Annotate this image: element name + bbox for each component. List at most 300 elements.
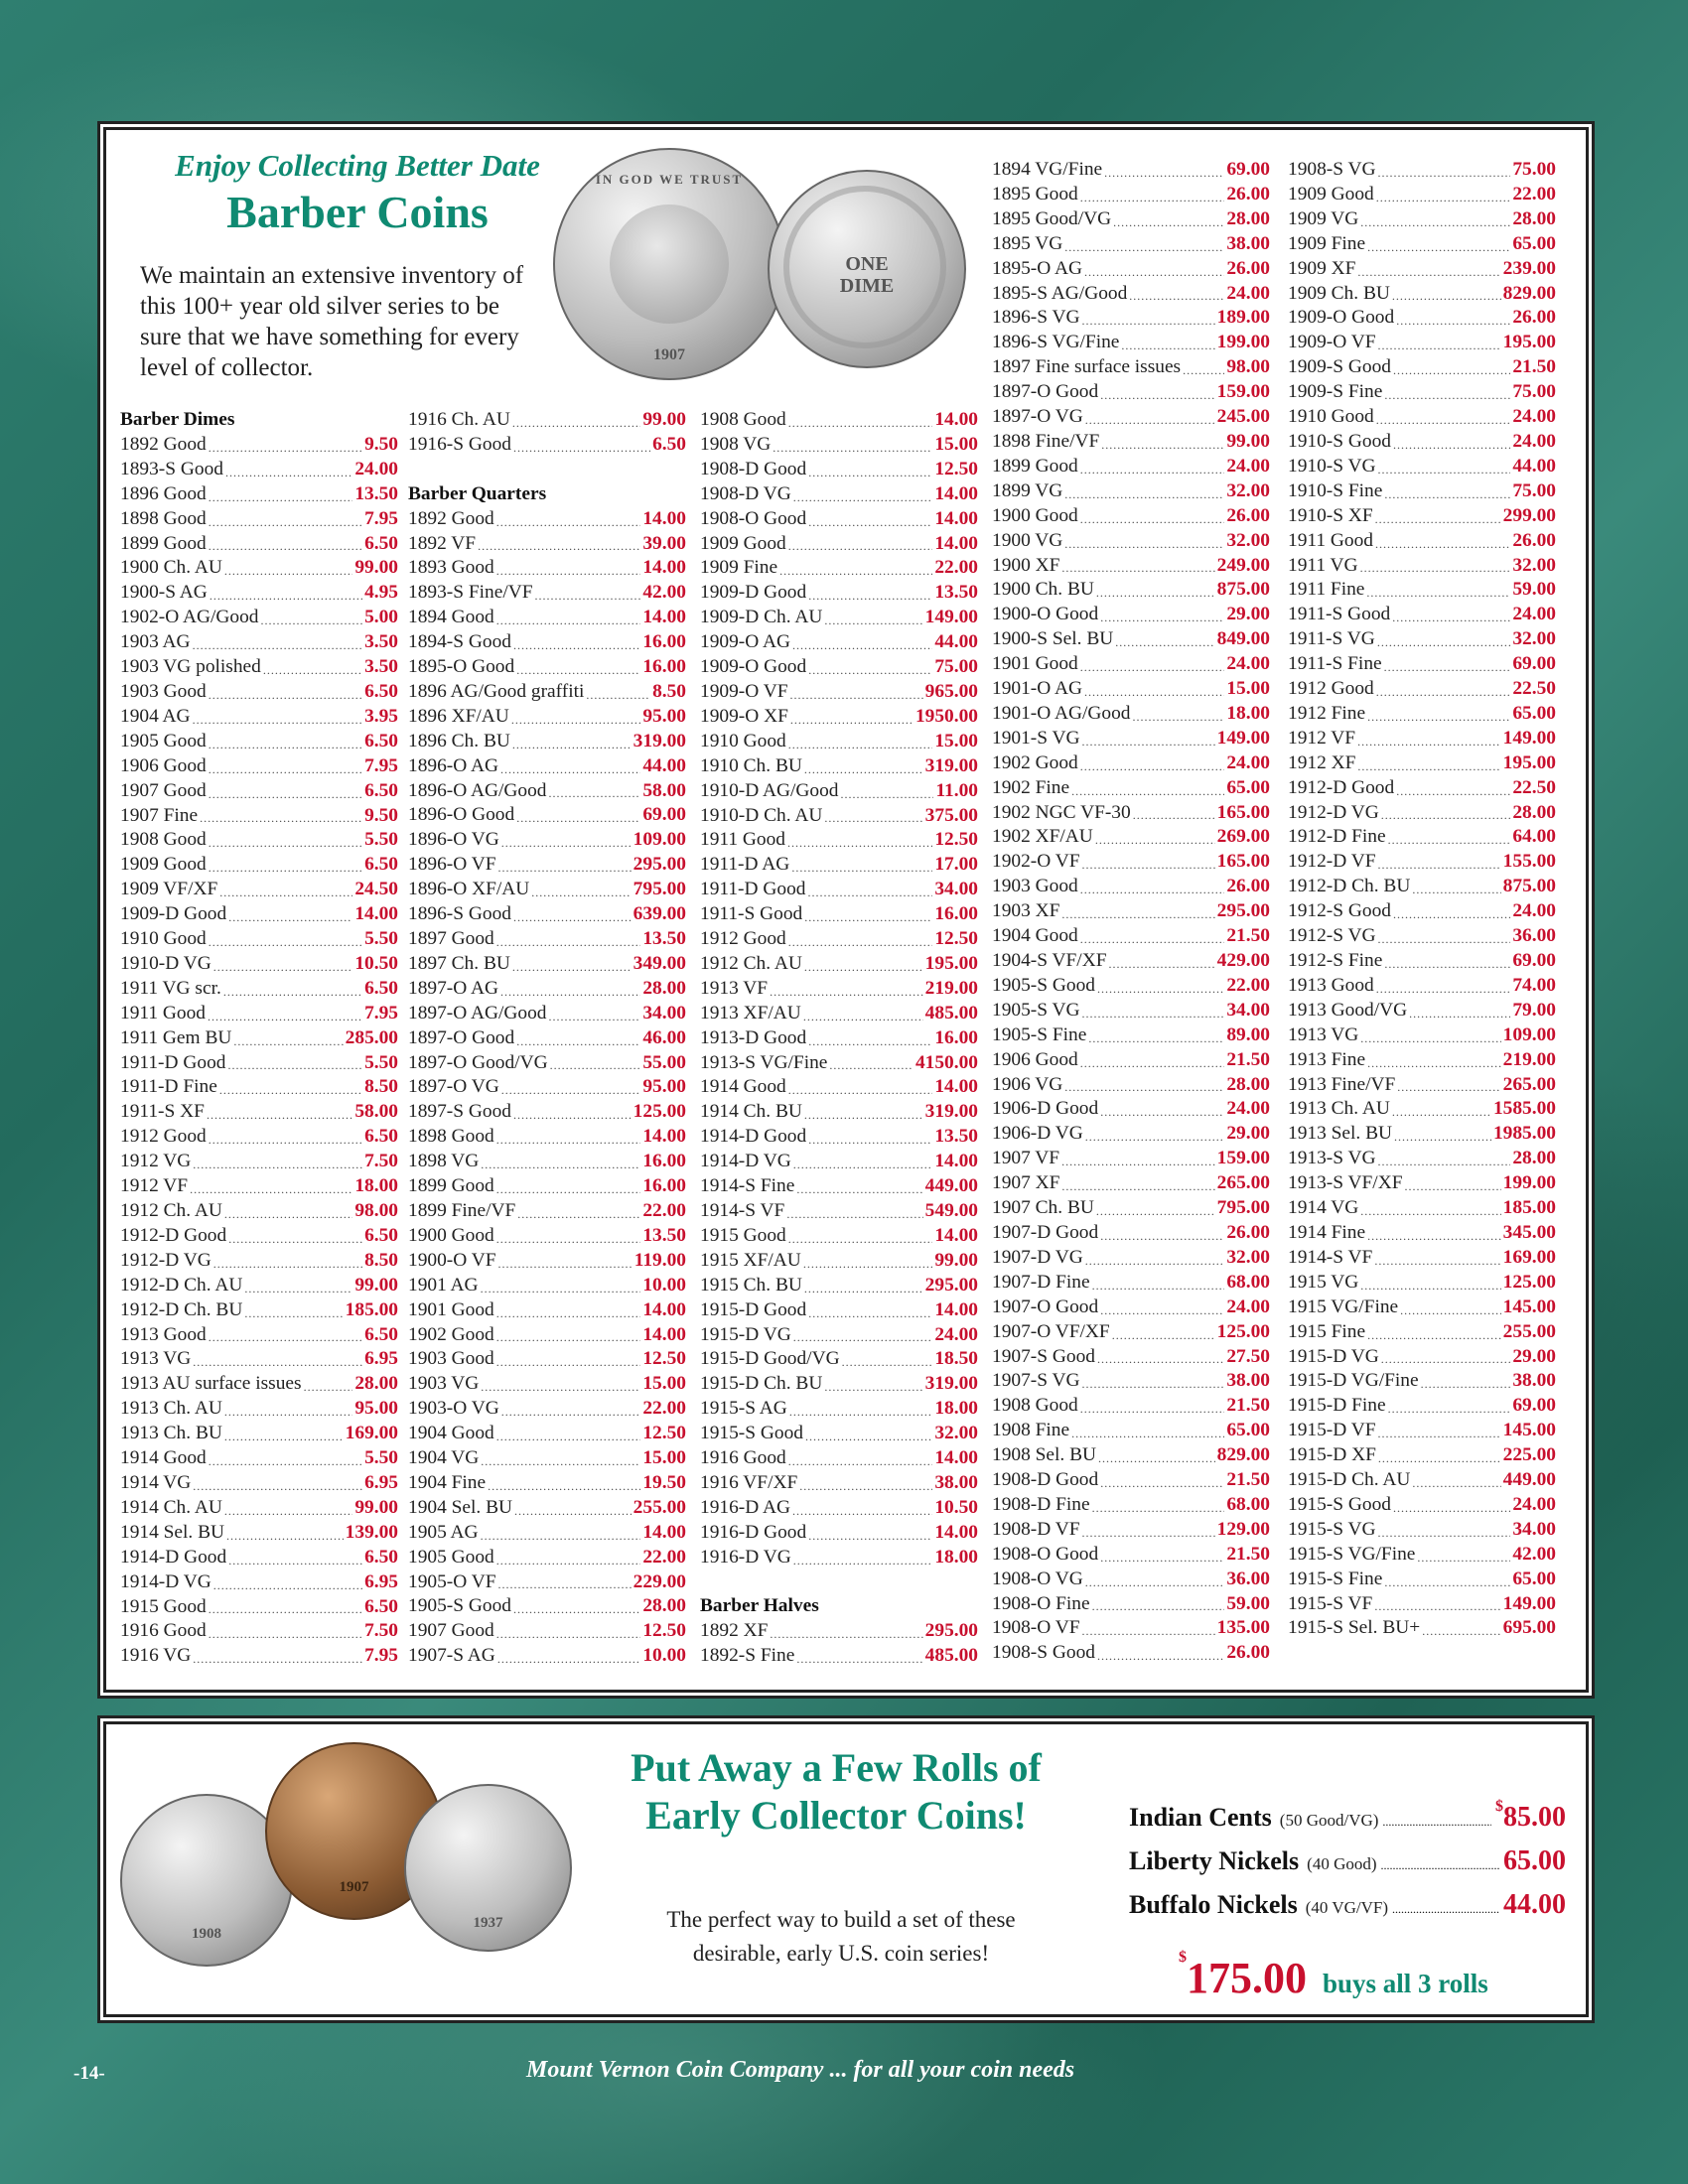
price-list-item xyxy=(992,1394,1270,1419)
coin-description: 1900-S Sel. BU xyxy=(992,628,1114,650)
coin-price: 98.00 xyxy=(1226,356,1270,378)
coin-price: 249.00 xyxy=(1216,554,1270,576)
leader-dots xyxy=(224,1501,352,1521)
price-list-item xyxy=(1288,677,1556,702)
coin-price: 145.00 xyxy=(1502,1420,1556,1441)
leader-dots xyxy=(1082,1621,1215,1641)
leader-dots xyxy=(1374,1251,1500,1271)
coin-price: 349.00 xyxy=(633,952,686,974)
price-list-item xyxy=(992,1641,1270,1666)
coin-description: 1914 Good xyxy=(700,1076,786,1098)
coin-price: 26.00 xyxy=(1226,257,1270,279)
coin-description: 1898 Fine/VF xyxy=(992,430,1100,452)
leader-dots xyxy=(1376,410,1511,430)
price-list-item xyxy=(1288,1147,1556,1171)
price-list-item xyxy=(992,801,1270,826)
coin-price: 295.00 xyxy=(1216,900,1270,922)
leader-dots xyxy=(1392,608,1510,627)
price-list-item xyxy=(120,1323,398,1348)
coin-description: 1905-O VF xyxy=(408,1570,496,1592)
leader-dots xyxy=(807,883,932,902)
coin-description: 1910 Ch. BU xyxy=(700,754,802,776)
price-list-item xyxy=(408,927,686,952)
leader-dots xyxy=(1378,1152,1511,1171)
price-list-item xyxy=(992,949,1270,974)
price-list-item xyxy=(700,1446,978,1471)
section-heading: Barber Halves xyxy=(700,1595,819,1617)
price-list-item xyxy=(408,952,686,977)
leader-dots xyxy=(478,536,640,556)
price-list-item xyxy=(700,1075,978,1100)
price-list-item xyxy=(120,1521,398,1546)
coin-price: 14.00 xyxy=(642,1521,686,1543)
price-list-item xyxy=(700,1347,978,1372)
coin-price: 29.00 xyxy=(1226,1123,1270,1145)
coin-price: 32.00 xyxy=(1226,479,1270,501)
price-list-item xyxy=(1288,578,1556,603)
coin-price: 32.00 xyxy=(1226,1246,1270,1268)
coin-description: 1907-O VF/XF xyxy=(992,1320,1110,1342)
price-list-item xyxy=(700,482,978,507)
coin-description: 1909-O Good xyxy=(1288,307,1395,329)
coin-price: 189.00 xyxy=(1216,307,1270,329)
coin-description: 1910-D Ch. AU xyxy=(700,804,823,826)
leader-dots xyxy=(1367,707,1510,727)
coin-description: 1894 VG/Fine xyxy=(992,159,1103,180)
leader-dots xyxy=(791,858,932,878)
price-list-item xyxy=(700,1546,978,1570)
leader-dots xyxy=(1384,385,1510,405)
coin-price: 22.50 xyxy=(1512,678,1556,700)
leader-dots xyxy=(1392,1102,1491,1122)
price-list-item xyxy=(992,1443,1270,1468)
leader-dots xyxy=(512,413,640,433)
coin-description: 1897-O Good xyxy=(408,1026,515,1048)
price-list-item xyxy=(1288,1048,1556,1073)
coin-price: 24.00 xyxy=(1226,282,1270,304)
leader-dots xyxy=(1421,1374,1511,1394)
price-list-item xyxy=(120,1075,398,1100)
coin-description: 1902 Good xyxy=(408,1323,494,1345)
leader-dots xyxy=(1064,534,1224,554)
coin-price: 485.00 xyxy=(924,1645,978,1667)
price-list-item xyxy=(700,1521,978,1546)
coin-description: 1914 Good xyxy=(120,1447,207,1469)
coin-description: 1915 VG xyxy=(1288,1271,1359,1293)
coin-price: 24.00 xyxy=(934,1323,978,1345)
coin-price: 38.00 xyxy=(1226,1370,1270,1392)
leader-dots xyxy=(210,586,362,606)
coin-description: 1909-O VF xyxy=(700,680,788,702)
coin-price: 5.50 xyxy=(364,1447,398,1469)
coin-price: 345.00 xyxy=(1502,1221,1556,1243)
price-list-item xyxy=(120,1100,398,1125)
price-column-2 xyxy=(408,408,686,1669)
leader-dots xyxy=(1393,1498,1510,1518)
leader-dots xyxy=(501,833,632,853)
leader-dots xyxy=(1378,1424,1501,1443)
indian-cent-image: 1907 xyxy=(265,1742,443,1920)
coin-description: 1908 Good xyxy=(700,409,786,430)
coin-price: 225.00 xyxy=(1502,1444,1556,1466)
coin-price: 265.00 xyxy=(1502,1073,1556,1095)
coin-price: 3.50 xyxy=(364,656,398,678)
leader-dots xyxy=(226,1526,344,1546)
coin-description: 1913-S VG xyxy=(1288,1148,1376,1169)
coin-description: 1911 Good xyxy=(1288,529,1373,551)
coin-price: 14.00 xyxy=(354,903,398,925)
coin-description: 1916 Good xyxy=(120,1620,207,1642)
leader-dots xyxy=(1376,979,1511,999)
leader-dots xyxy=(1367,1053,1501,1073)
price-list-item xyxy=(992,1568,1270,1592)
coin-description: 1908 Good xyxy=(992,1395,1078,1417)
roll-item-buffalo-nickels: Buffalo Nickels (40 VG/VF) ..... 44.00 xyxy=(1129,1889,1566,1933)
coin-description: 1902-O VF xyxy=(992,851,1080,873)
leader-dots xyxy=(1412,1473,1500,1493)
coin-price: 13.50 xyxy=(934,582,978,604)
coin-description: 1915-S Fine xyxy=(1288,1568,1383,1589)
coin-description: 1910-S VG xyxy=(1288,455,1376,477)
coin-price: 319.00 xyxy=(924,1373,978,1395)
leader-dots xyxy=(1082,732,1215,751)
coin-description: 1912 VF xyxy=(120,1175,189,1197)
leader-dots xyxy=(788,1229,933,1249)
price-list-item xyxy=(120,532,398,557)
coin-price: 21.50 xyxy=(1226,1395,1270,1417)
coin-price: 21.50 xyxy=(1226,1048,1270,1070)
leader-dots xyxy=(209,536,362,556)
coin-description: 1897-O Good xyxy=(992,381,1099,403)
price-list-item xyxy=(1288,1493,1556,1518)
leader-dots xyxy=(1080,509,1225,529)
price-list-item xyxy=(992,1345,1270,1370)
coin-description: 1905-S Good xyxy=(408,1595,511,1617)
coin-description: 1902 NGC VF-30 xyxy=(992,801,1131,823)
coin-price: 65.00 xyxy=(1512,1568,1556,1589)
coin-description: 1892 Good xyxy=(408,507,494,529)
coin-description: 1897-O VG xyxy=(992,406,1083,428)
price-list-item xyxy=(992,1468,1270,1493)
coin-price: 119.00 xyxy=(633,1249,686,1271)
leader-dots xyxy=(1100,1473,1224,1493)
price-list-item xyxy=(700,458,978,482)
leader-dots xyxy=(1360,212,1510,232)
leader-dots xyxy=(1384,954,1510,974)
leader-dots xyxy=(516,660,640,680)
coin-description: 1909-D Ch. AU xyxy=(700,607,823,628)
coin-description: 1916-D Good xyxy=(700,1521,807,1543)
coin-price: 34.00 xyxy=(1512,1518,1556,1540)
price-list-item xyxy=(1288,355,1556,380)
coin-description: 1912 Good xyxy=(700,928,786,950)
leader-dots xyxy=(796,1649,922,1669)
coin-description: 1901-S VG xyxy=(992,727,1080,749)
leader-dots xyxy=(498,858,632,878)
leader-dots xyxy=(1064,237,1224,257)
coin-description: 1902-O AG/Good xyxy=(120,607,259,628)
coin-description: 1903 Good xyxy=(992,876,1078,897)
leader-dots xyxy=(219,883,352,902)
price-list-item xyxy=(1288,1394,1556,1419)
coin-price: 7.50 xyxy=(364,1620,398,1642)
leader-dots xyxy=(1088,1028,1224,1048)
coin-price: 16.00 xyxy=(642,656,686,678)
coin-description: 1896 Ch. BU xyxy=(408,730,510,751)
leader-dots xyxy=(1377,632,1511,652)
coin-price: 21.50 xyxy=(1512,356,1556,378)
coin-price: 18.00 xyxy=(934,1546,978,1568)
leader-dots xyxy=(804,1105,923,1125)
price-list-item xyxy=(992,554,1270,579)
price-list-item xyxy=(1288,1122,1556,1147)
price-list-item xyxy=(408,1026,686,1051)
coin-description: 1912 Good xyxy=(120,1126,207,1148)
coin-description: 1911-D AG xyxy=(700,854,790,876)
leader-dots xyxy=(788,1080,933,1100)
leader-dots xyxy=(1393,360,1510,380)
leader-dots xyxy=(1360,1201,1500,1221)
coin-price: 24.00 xyxy=(1512,604,1556,625)
coin-description: 1901 Good xyxy=(992,653,1078,675)
coin-price: 13.50 xyxy=(642,928,686,950)
coin-description: 1900 Good xyxy=(992,504,1078,526)
coin-description: 1908-O Good xyxy=(992,1543,1099,1565)
leader-dots xyxy=(1064,484,1224,504)
coin-price: 21.50 xyxy=(1226,925,1270,947)
coin-price: 44.00 xyxy=(642,754,686,776)
coin-price: 59.00 xyxy=(1512,579,1556,601)
coin-price: 38.00 xyxy=(1226,232,1270,254)
coin-price: 69.00 xyxy=(642,804,686,826)
price-list-item xyxy=(408,1372,686,1397)
coin-description: 1912-D Ch. BU xyxy=(120,1298,243,1320)
coin-description: 1896-O Good xyxy=(408,804,515,826)
leader-dots xyxy=(1061,1152,1215,1171)
leader-dots xyxy=(531,883,631,902)
price-list-item xyxy=(408,803,686,828)
leader-dots xyxy=(496,1327,641,1347)
leader-dots xyxy=(1100,385,1214,405)
price-list-item xyxy=(408,1496,686,1521)
leader-dots xyxy=(190,1179,352,1199)
coin-description: 1905-S VG xyxy=(992,999,1080,1021)
price-list-item xyxy=(120,1644,398,1669)
coin-price: 199.00 xyxy=(1216,332,1270,353)
coin-description: 1899 Good xyxy=(408,1175,494,1197)
price-list-item xyxy=(1288,776,1556,801)
coin-description: 1912-S VG xyxy=(1288,925,1376,947)
coin-price: 28.00 xyxy=(1226,1073,1270,1095)
coin-description: 1908-D Good xyxy=(700,458,807,479)
coin-description: 1909 VG xyxy=(1288,207,1359,229)
price-list-item xyxy=(120,754,398,779)
coin-price: 449.00 xyxy=(1502,1469,1556,1491)
leader-dots xyxy=(209,512,362,532)
coin-price: 10.00 xyxy=(642,1645,686,1667)
leader-dots xyxy=(516,1031,640,1051)
price-list-item xyxy=(120,1002,398,1026)
leader-dots xyxy=(1092,1498,1225,1518)
coin-description: 1905-S Good xyxy=(992,974,1095,996)
price-list-item xyxy=(992,702,1270,727)
coin-description: 1912 VF xyxy=(1288,727,1356,749)
leader-dots xyxy=(208,1007,362,1026)
coin-price: 1950.00 xyxy=(914,705,978,727)
coin-description: 1897-O Good/VG xyxy=(408,1051,548,1073)
coin-description: 1901-O AG/Good xyxy=(992,702,1131,724)
price-list-item xyxy=(700,804,978,829)
price-list-item xyxy=(408,878,686,902)
coin-description: 1916-D AG xyxy=(700,1496,791,1518)
coin-description: 1909 Good xyxy=(700,532,786,554)
price-list-item xyxy=(120,705,398,730)
coin-price: 99.00 xyxy=(354,557,398,579)
leader-dots xyxy=(808,1130,932,1150)
price-list-item xyxy=(408,754,686,779)
coin-price: 4.95 xyxy=(364,582,398,604)
coin-price: 149.00 xyxy=(924,607,978,628)
leader-dots xyxy=(1417,1548,1510,1568)
coin-description: 1911 Good xyxy=(700,829,785,851)
coin-description: 1896-O XF/AU xyxy=(408,879,530,900)
coin-price: 5.50 xyxy=(364,829,398,851)
coin-description: 1913 Ch. AU xyxy=(120,1398,222,1420)
leader-dots xyxy=(481,1155,640,1174)
leader-dots xyxy=(779,561,932,581)
coin-description: 1894 Good xyxy=(408,607,494,628)
coin-price: 68.00 xyxy=(1226,1271,1270,1293)
coin-description: 1908-D Fine xyxy=(992,1493,1090,1515)
coin-price: 6.95 xyxy=(364,1471,398,1493)
leader-dots xyxy=(770,1624,922,1644)
leader-dots xyxy=(1104,163,1224,183)
coin-price: 159.00 xyxy=(1216,381,1270,403)
coin-description: 1909 Good xyxy=(120,854,207,876)
coin-price: 24.00 xyxy=(1226,653,1270,675)
coin-price: 195.00 xyxy=(1502,332,1556,353)
leader-dots xyxy=(1082,855,1215,875)
coin-price: 18.00 xyxy=(1226,702,1270,724)
coin-price: 11.00 xyxy=(935,779,978,801)
coin-price: 22.00 xyxy=(1226,974,1270,996)
leader-dots xyxy=(824,611,922,630)
coin-description: 1914-S VF xyxy=(700,1200,785,1221)
leader-dots xyxy=(824,808,922,828)
coin-price: 829.00 xyxy=(1502,282,1556,304)
coin-price: 22.50 xyxy=(1512,776,1556,798)
coin-price: 15.00 xyxy=(934,730,978,751)
price-list-item xyxy=(700,532,978,557)
coin-price: 99.00 xyxy=(642,409,686,430)
leader-dots xyxy=(1080,1053,1225,1073)
coin-description: 1904 Fine xyxy=(408,1471,487,1493)
price-list-item xyxy=(120,458,398,482)
header-kicker: Enjoy Collecting Better Date xyxy=(175,148,540,183)
buffalo-nickel-image: 1937 xyxy=(404,1784,572,1952)
leader-dots xyxy=(209,1327,362,1347)
leader-dots xyxy=(224,561,352,581)
intro-text: We maintain an extensive inventory of this 100+ year old silver series to be sure that we have something for every level of collector. xyxy=(140,262,524,381)
coin-price: 14.00 xyxy=(934,532,978,554)
coin-description: 1913 AU surface issues xyxy=(120,1373,302,1395)
price-list-item xyxy=(408,433,686,458)
leader-dots xyxy=(1084,262,1224,282)
leader-dots xyxy=(200,808,362,828)
coin-description: 1898 Good xyxy=(408,1126,494,1148)
price-list-item xyxy=(700,977,978,1002)
leader-dots xyxy=(1375,509,1501,529)
price-list-item xyxy=(1288,899,1556,924)
coin-price: 149.00 xyxy=(1216,727,1270,749)
leader-dots xyxy=(790,710,914,730)
leader-dots xyxy=(1101,435,1224,455)
roll-price-list xyxy=(1129,1798,1566,1933)
leader-dots xyxy=(1080,1399,1225,1419)
price-list-item xyxy=(700,1372,978,1397)
leader-dots xyxy=(1374,1596,1500,1616)
leader-dots xyxy=(824,1377,922,1397)
coin-price: 1585.00 xyxy=(1492,1098,1556,1120)
price-list-item xyxy=(1288,1271,1556,1296)
price-list-item xyxy=(700,730,978,754)
coin-description: 1903 AG xyxy=(120,631,191,653)
coin-description: 1913 Sel. BU xyxy=(1288,1123,1393,1145)
price-list-item xyxy=(992,1493,1270,1518)
leader-dots xyxy=(496,1130,641,1150)
coin-price: 165.00 xyxy=(1216,851,1270,873)
price-list-item xyxy=(120,952,398,977)
coin-description: 1898 Good xyxy=(120,507,207,529)
price-list-item xyxy=(700,606,978,630)
price-list-item xyxy=(408,1594,686,1619)
coin-description: 1893-S Good xyxy=(120,458,223,479)
roll-item-indian-cents: Indian Cents (50 Good/VG) ..... $85.00 xyxy=(1129,1802,1566,1845)
coin-description: 1906 Good xyxy=(992,1048,1078,1070)
leader-dots xyxy=(227,1055,362,1075)
price-list-item xyxy=(408,1471,686,1496)
price-list-item xyxy=(1288,1073,1556,1098)
price-list-item xyxy=(120,1174,398,1199)
price-list-item xyxy=(120,1199,398,1224)
coin-price: 15.00 xyxy=(934,433,978,455)
coin-description: 1896-S VG/Fine xyxy=(992,332,1120,353)
coin-description: 1912-D Fine xyxy=(1288,826,1386,848)
coin-price: 24.00 xyxy=(354,458,398,479)
coin-description: 1912 Fine xyxy=(1288,702,1366,724)
leader-dots xyxy=(1080,756,1225,776)
coin-price: 12.50 xyxy=(934,928,978,950)
coin-description: 1903 VG xyxy=(408,1373,480,1395)
coin-price: 695.00 xyxy=(1502,1617,1556,1639)
leader-dots xyxy=(481,1279,641,1298)
leader-dots xyxy=(1400,1300,1501,1320)
coin-description: 1912-D Good xyxy=(1288,776,1395,798)
leader-dots xyxy=(223,982,362,1002)
leader-dots xyxy=(225,463,352,482)
price-list-item xyxy=(992,232,1270,257)
price-list-item xyxy=(408,1347,686,1372)
coin-description: 1915-S Good xyxy=(700,1423,803,1444)
coin-description: 1896-O AG/Good xyxy=(408,779,547,801)
coin-price: 29.00 xyxy=(1226,604,1270,625)
price-list-item xyxy=(992,1221,1270,1246)
coin-description: 1915-D VG/Fine xyxy=(1288,1370,1419,1392)
price-list-item xyxy=(992,183,1270,207)
leader-dots xyxy=(788,1451,933,1471)
price-list-item xyxy=(992,1271,1270,1296)
price-list-item xyxy=(992,1122,1270,1147)
